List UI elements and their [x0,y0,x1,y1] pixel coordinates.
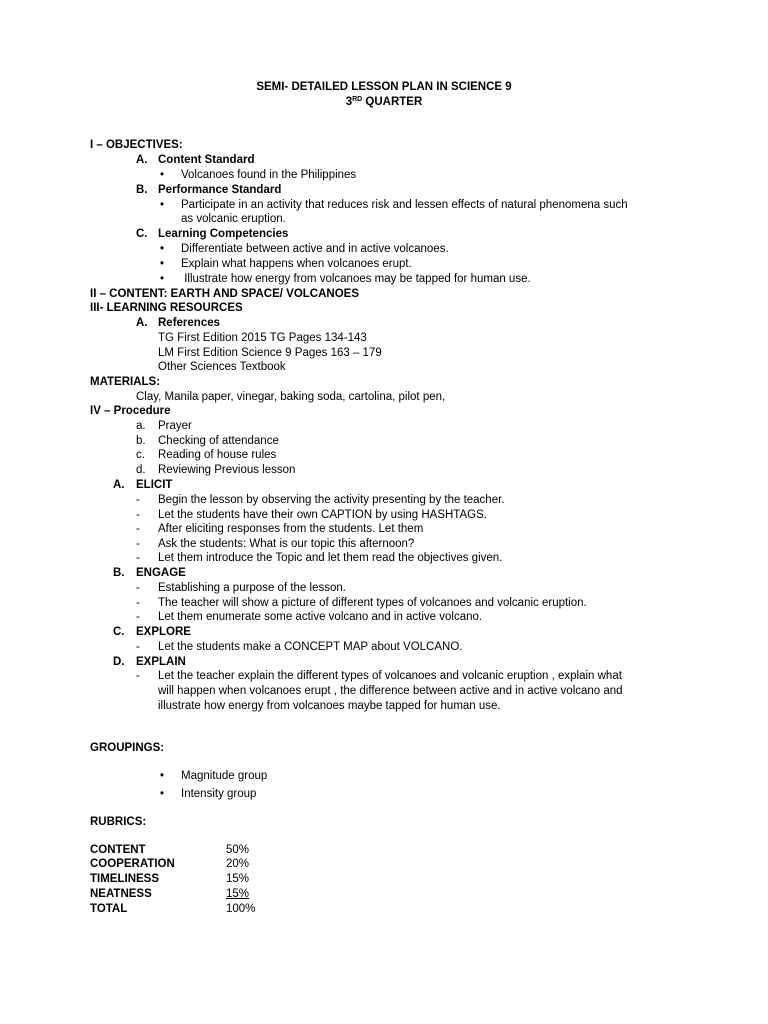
rubric-total-label: TOTAL [90,903,128,915]
dash-marker: - [136,509,140,521]
grouping-item: Magnitude group [181,770,268,782]
prelim-marker: a. [136,420,146,432]
prelim-item: Checking of attendance [158,435,279,447]
engage-item: Establishing a purpose of the lesson. [158,582,346,594]
reference-item: Other Sciences Textbook [158,361,286,373]
prelim-marker: b. [136,435,146,447]
content-standard-item: Volcanoes found in the Philippines [181,169,357,181]
dash-marker: - [136,538,140,550]
quarter-number: 3 [345,96,353,108]
engage-item: The teacher will show a picture of different types of volcanoes and volcanic eruption. [158,597,587,609]
materials-heading: MATERIALS: [90,376,161,388]
prelim-marker: c. [136,449,145,461]
elicit-item: After eliciting responses from the students. Let them [158,523,424,535]
content-heading: II – CONTENT: EARTH AND SPACE/ VOLCANOES [90,288,359,300]
explain-line: illustrate how energy from volcanoes maybe tapped for human use. [158,700,501,712]
rubrics-heading: RUBRICS: [90,816,147,828]
quarter-word: QUARTER [365,96,423,108]
prelim-item: Reading of house rules [158,449,277,461]
elicit-item: Let them introduce the Topic and let them read the objectives given. [158,552,503,564]
bullet-icon: • [160,273,165,285]
competency-item: Differentiate between active and in active volcanoes. [181,243,449,255]
engage-label: ENGAGE [136,567,186,579]
dash-marker: - [136,582,140,594]
explain-label: EXPLAIN [136,656,186,668]
prelim-item: Prayer [158,420,192,432]
elicit-label: ELICIT [136,479,173,491]
performance-standard-item-line1: Participate in an activity that reduces risk and lessen effects of natural phenomena such [181,199,628,211]
groupings-heading: GROUPINGS: [90,742,165,754]
references-marker: A. [136,317,148,329]
quarter-superscript: RD [352,96,363,103]
explain-marker: D. [113,656,125,668]
explore-label: EXPLORE [136,626,191,638]
dash-marker: - [136,494,140,506]
dash-marker: - [136,552,140,564]
references-label: References [158,317,221,329]
elicit-item: Let the students have their own CAPTION by using HASHTAGS. [158,509,487,521]
document-title: SEMI- DETAILED LESSON PLAN IN SCIENCE 9 [256,81,512,93]
explore-item: Let the students make a CONCEPT MAP about VOLCANO. [158,641,463,653]
competency-item: Explain what happens when volcanoes erupt. [181,258,412,270]
rubric-value: 15% [226,888,250,900]
competency-item: Illustrate how energy from volcanoes may be tapped for human use. [181,273,531,285]
rubric-value: 50% [226,844,250,856]
rubric-value: 20% [226,858,250,870]
reference-item: LM First Edition Science 9 Pages 163 – 179 [158,347,382,359]
dash-marker: - [136,670,140,682]
explain-line: Let the teacher explain the different types of volcanoes and volcanic eruption , explain what [158,670,622,682]
rubric-label: CONTENT [90,844,146,856]
bullet-icon: • [160,243,165,255]
bullet-icon: • [160,169,165,181]
performance-standard-marker: B. [136,184,148,196]
content-standard-marker: A. [136,154,148,166]
elicit-item: Ask the students: What is our topic this afternoon? [158,538,415,550]
rubric-label: COOPERATION [90,858,175,870]
dash-marker: - [136,597,140,609]
reference-item: TG First Edition 2015 TG Pages 134-143 [158,332,367,344]
prelim-marker: d. [136,464,146,476]
learning-resources-heading: III- LEARNING RESOURCES [90,302,243,314]
performance-standard-item-line2: as volcanic eruption. [181,213,286,225]
bullet-icon: • [160,770,165,782]
bullet-icon: • [160,199,165,211]
rubric-label: TIMELINESS [90,873,160,885]
objectives-heading: I – OBJECTIVES: [90,139,183,151]
performance-standard-label: Performance Standard [158,184,282,196]
elicit-marker: A. [113,479,125,491]
bullet-icon: • [160,258,165,270]
procedure-heading: IV – Procedure [90,405,171,417]
learning-competencies-label: Learning Competencies [158,228,289,240]
rubric-value: 15% [226,873,250,885]
rubric-label: NEATNESS [90,888,152,900]
engage-item: Let them enumerate some active volcano and in active volcano. [158,611,483,623]
content-standard-label: Content Standard [158,154,255,166]
grouping-item: Intensity group [181,788,257,800]
quarter-heading [0,95,768,110]
dash-marker: - [136,611,140,623]
elicit-item: Begin the lesson by observing the activity presenting by the teacher. [158,494,505,506]
prelim-item: Reviewing Previous lesson [158,464,296,476]
engage-marker: B. [113,567,125,579]
rubric-total-value: 100% [226,903,256,915]
learning-competencies-marker: C. [136,228,148,240]
bullet-icon: • [160,788,165,800]
dash-marker: - [136,523,140,535]
dash-marker: - [136,641,140,653]
explain-line: will happen when volcanoes erupt , the difference between active and in active volcano and [158,685,623,697]
explore-marker: C. [113,626,125,638]
materials-list: Clay, Manila paper, vinegar, baking soda, cartolina, pilot pen, [136,391,446,403]
